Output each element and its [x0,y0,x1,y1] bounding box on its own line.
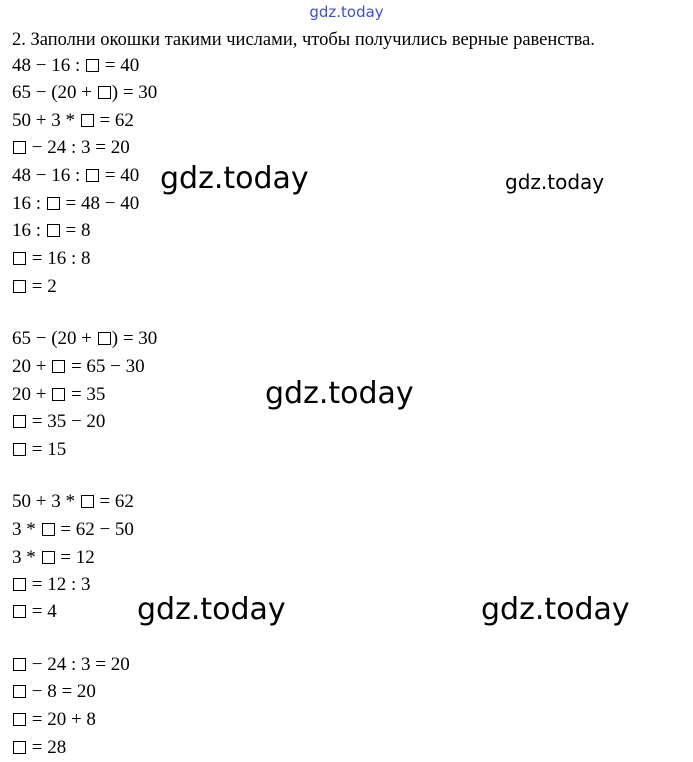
answer-box [13,141,26,154]
answer-box [81,114,94,127]
equation-right-text: = 12 : 3 [27,574,91,595]
equation-right-text: − 8 = 20 [27,681,96,702]
equation-left-text: 3 * [12,547,41,568]
watermark: gdz.today [481,592,630,627]
equation-line [12,383,105,407]
answer-box [42,551,55,564]
equation-line [12,680,96,704]
equation-line [12,192,139,216]
equation-line [12,54,139,78]
equation-right-text: = 2 [27,276,57,297]
answer-box [86,169,99,182]
answer-box [13,280,26,293]
equation-line [12,518,134,542]
answer-box [47,197,60,210]
equation-line [12,736,66,760]
equation-line [12,410,105,434]
equation-right-text: = 15 [27,439,67,460]
equation-left-text: 65 − (20 + [12,82,97,103]
equation-left-text: 20 + [12,356,52,377]
equation-line [12,438,66,462]
equation-line [12,327,157,351]
equation-line [12,136,130,160]
equation-right-text: = 48 − 40 [60,193,140,214]
equation-left-text: 16 : [12,220,46,241]
equation-right-text: ) = 30 [111,328,158,349]
equation-line [12,653,130,677]
equation-left-text: 20 + [12,384,52,405]
answer-box [52,388,65,401]
equation-left-text: 50 + 3 * [12,491,80,512]
equation-line [12,275,57,299]
equation-right-text: − 24 : 3 = 20 [27,137,130,158]
watermark: gdz.today [265,376,414,411]
equation-right-text: = 62 [94,110,134,131]
equation-left-text: 48 − 16 : [12,165,85,186]
equation-line [12,355,145,379]
header-watermark: gdz.today [309,3,384,21]
equation-line [12,573,91,597]
equation-line [12,219,91,243]
answer-box [98,86,111,99]
equation-right-text: ) = 30 [111,82,158,103]
equation-line [12,81,157,105]
equation-right-text: = 16 : 8 [27,248,91,269]
equation-right-text: − 24 : 3 = 20 [27,654,130,675]
answer-box [47,224,60,237]
equation-line [12,490,134,514]
equation-right-text: = 12 [55,547,95,568]
answer-box [13,415,26,428]
equation-right-text: = 4 [27,601,57,622]
equation-left-text: 16 : [12,193,46,214]
answer-box [13,443,26,456]
equation-right-text: = 62 [94,491,134,512]
equation-line [12,600,57,624]
answer-box [98,332,111,345]
equation-right-text: = 40 [100,165,140,186]
equation-right-text: = 28 [27,737,67,758]
equation-right-text: = 35 − 20 [27,411,106,432]
answer-box [13,713,26,726]
equation-line [12,708,96,732]
task-title: 2. Заполни окошки такими числами, чтобы получились верные равенства. [12,30,595,50]
equation-right-text: = 20 + 8 [27,709,96,730]
answer-box [86,59,99,72]
equation-right-text: = 35 [66,384,106,405]
equation-line [12,546,95,570]
equation-line [12,164,139,188]
equation-right-text: = 8 [60,220,91,241]
answer-box [13,578,26,591]
answer-box [52,360,65,373]
answer-box [13,252,26,265]
equation-line [12,109,134,133]
answer-box [13,605,26,618]
equation-right-text: = 40 [100,55,140,76]
answer-box [13,685,26,698]
equation-right-text: = 65 − 30 [66,356,145,377]
watermark: gdz.today [505,170,605,194]
answer-box [13,658,26,671]
equation-right-text: = 62 − 50 [55,519,134,540]
equation-left-text: 65 − (20 + [12,328,97,349]
answer-box [42,523,55,536]
equation-left-text: 3 * [12,519,41,540]
watermark: gdz.today [137,592,286,627]
equation-left-text: 50 + 3 * [12,110,80,131]
answer-box [81,495,94,508]
answer-box [13,741,26,754]
watermark: gdz.today [160,161,309,196]
equation-left-text: 48 − 16 : [12,55,85,76]
equation-line [12,247,91,271]
